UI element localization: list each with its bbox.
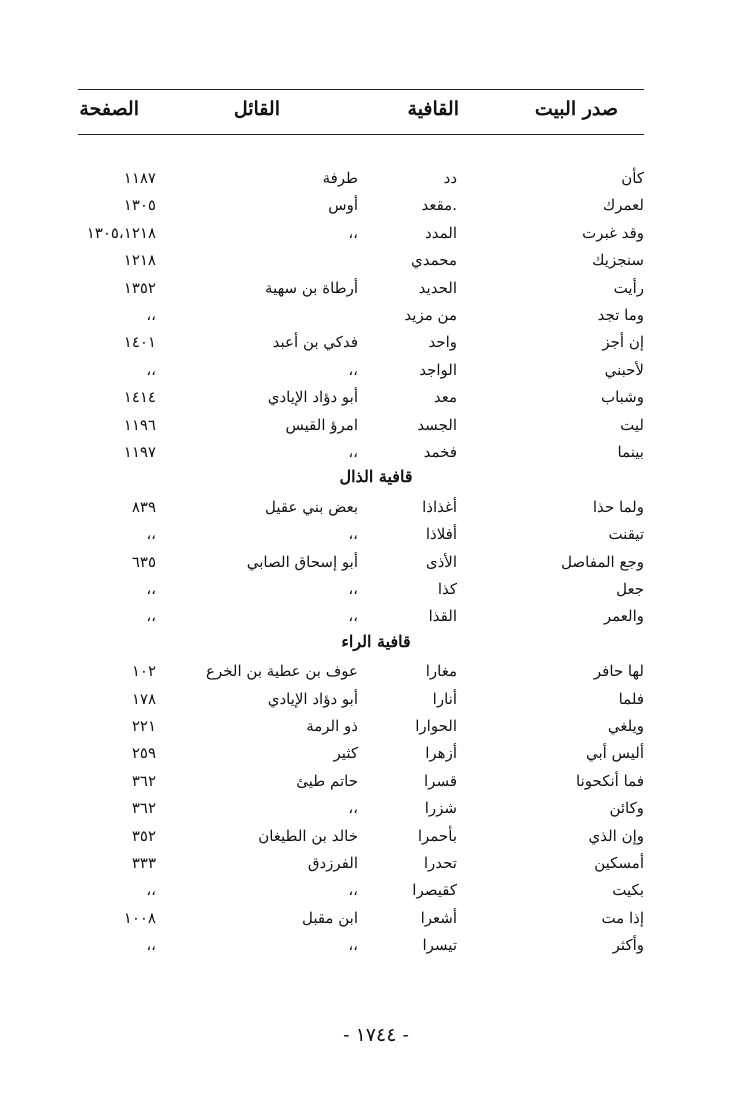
rhyme-word: تيسرا xyxy=(422,936,457,954)
poet-name: ،، xyxy=(348,525,358,543)
first-hemistich: وكائن xyxy=(609,799,644,817)
poet-name: امرؤ القيس xyxy=(285,416,358,434)
rhyme-word: مغارا xyxy=(425,662,457,680)
page-reference: ١٧٨ xyxy=(131,690,156,708)
page-number: - ١٧٤٤ - xyxy=(343,1024,409,1046)
page-reference: ١٣٠٥ xyxy=(123,196,156,214)
first-hemistich: تيقنت xyxy=(608,525,644,543)
first-hemistich: ويلغي xyxy=(607,717,644,735)
header-sadr: صدر البيت xyxy=(534,98,618,120)
page-reference: ،، xyxy=(146,580,156,598)
poet-name: ،، xyxy=(348,607,358,625)
top-rule xyxy=(78,89,644,90)
page-reference: ١٣٥٢ xyxy=(123,279,156,297)
rhyme-word: أزهرا xyxy=(425,744,457,762)
first-hemistich: وإن الذي xyxy=(588,827,644,845)
poet-name: أبو إسحاق الصابي xyxy=(246,553,358,571)
page-reference: ٨٣٩ xyxy=(131,498,156,516)
page-reference: ١٠٠٨ xyxy=(123,909,156,927)
rhyme-word: قسرا xyxy=(424,772,457,790)
page-reference: ١١٩٦ xyxy=(123,416,156,434)
page-reference: ،، xyxy=(146,525,156,543)
first-hemistich: رأيت xyxy=(613,279,644,297)
page-reference: ٣٦٢ xyxy=(131,772,156,790)
page-reference: ٢٥٩ xyxy=(131,744,156,762)
first-hemistich: لعمرك xyxy=(602,196,644,214)
rhyme-word: أشعرا xyxy=(420,909,457,927)
rhyme-word: المدد xyxy=(425,224,457,242)
poet-name: ،، xyxy=(348,936,358,954)
poet-name: ،، xyxy=(348,224,358,242)
poet-name: ،، xyxy=(348,881,358,899)
rhyme-word: تحدرا xyxy=(423,854,457,872)
poet-name: طرفة xyxy=(322,169,358,187)
poet-name: عوف بن عطية بن الخرع xyxy=(206,662,358,680)
rhyme-word: كذا xyxy=(437,580,457,598)
first-hemistich: لأحبني xyxy=(604,361,644,379)
poet-name: بعض بني عقيل xyxy=(265,498,358,516)
first-hemistich: أليس أبي xyxy=(585,744,644,762)
first-hemistich: فما أنكحونا xyxy=(576,772,644,790)
page-reference: ١١٨٧ xyxy=(123,169,156,187)
first-hemistich: جعل xyxy=(616,580,644,598)
poet-name: ،، xyxy=(348,799,358,817)
rhyme-word: أفلاذا xyxy=(425,525,457,543)
rhyme-word: معد xyxy=(433,388,457,406)
poet-name: ،، xyxy=(348,580,358,598)
rhyme-word: كقيصرا xyxy=(412,881,457,899)
header-qafiya: القافية xyxy=(407,98,459,120)
rhyme-word: بأحمرا xyxy=(417,827,457,845)
page-reference: ،، xyxy=(146,881,156,899)
poet-name: ابن مقبل xyxy=(301,909,358,927)
poet-name: أوس xyxy=(328,196,358,214)
page-reference: ١٠٢ xyxy=(131,662,156,680)
poet-name: فدكي بن أعبد xyxy=(272,333,358,351)
page-reference: ١٤٠١ xyxy=(123,333,156,351)
page-reference: ١١٩٧ xyxy=(123,443,156,461)
first-hemistich: وشباب xyxy=(600,388,644,406)
rhyme-word: أغذاذا xyxy=(422,498,457,516)
poet-name: كثير xyxy=(333,744,358,762)
page-reference: ١٢١٨ xyxy=(123,251,156,269)
first-hemistich: إن أجز xyxy=(602,333,644,351)
page-reference: ،، xyxy=(146,607,156,625)
rhyme-word: فخمد xyxy=(423,443,457,461)
rhyme-word: دد xyxy=(443,169,457,187)
poet-name: الفرزدق xyxy=(307,854,358,872)
rhyme-word: .مقعد xyxy=(421,196,457,214)
page-reference: ١٣٠٥،١٢١٨ xyxy=(86,224,156,242)
section-heading: قافية الذال xyxy=(339,467,413,486)
first-hemistich: ليت xyxy=(620,416,644,434)
first-hemistich: كأن xyxy=(621,169,644,187)
first-hemistich: والعمر xyxy=(603,607,644,625)
page-reference: ١٤١٤ xyxy=(123,388,156,406)
header-page: الصفحة xyxy=(79,98,139,120)
poet-name: أبو دؤاد الإيادي xyxy=(267,388,358,406)
page-reference: ،، xyxy=(146,306,156,324)
first-hemistich: وما تجد xyxy=(597,306,644,324)
first-hemistich: وقد غبرت xyxy=(582,224,644,242)
poet-name: خالد بن الطيغان xyxy=(258,827,358,845)
rhyme-word: شزرا xyxy=(424,799,457,817)
page-reference: ٢٢١ xyxy=(131,717,156,735)
poet-name: أبو دؤاد الإيادي xyxy=(267,690,358,708)
first-hemistich: وأكثر xyxy=(612,936,644,954)
rhyme-word: الواجد xyxy=(419,361,457,379)
rhyme-word: من مزيد xyxy=(404,306,457,324)
first-hemistich: أمسكين xyxy=(594,854,644,872)
rhyme-word: الحوارا xyxy=(415,717,457,735)
page-reference: ٣٣٣ xyxy=(131,854,156,872)
first-hemistich: وجع المفاصل xyxy=(561,553,644,571)
section-heading: قافية الراء xyxy=(341,632,411,651)
poet-name: ذو الرمة xyxy=(306,717,358,735)
first-hemistich: فلما xyxy=(618,690,644,708)
page-reference: ،، xyxy=(146,936,156,954)
first-hemistich: ولما حذا xyxy=(592,498,644,516)
poet-name: ،، xyxy=(348,361,358,379)
rhyme-word: الجسد xyxy=(417,416,457,434)
page-reference: ٣٥٢ xyxy=(131,827,156,845)
poet-name: ،، xyxy=(348,443,358,461)
first-hemistich: سنجزيك xyxy=(592,251,644,269)
rhyme-word: واحد xyxy=(428,333,457,351)
header-rule xyxy=(78,134,644,135)
rhyme-word: الأذى xyxy=(425,553,457,571)
first-hemistich: بكيت xyxy=(612,881,644,899)
rhyme-word: محمدي xyxy=(410,251,457,269)
rhyme-word: أنارا xyxy=(432,690,457,708)
page-reference: ٣٦٢ xyxy=(131,799,156,817)
first-hemistich: بينما xyxy=(617,443,644,461)
first-hemistich: لها حافر xyxy=(593,662,644,680)
rhyme-word: الحديد xyxy=(418,279,457,297)
page-reference: ،، xyxy=(146,361,156,379)
rhyme-word: القذا xyxy=(428,607,457,625)
poet-name: أرطاة بن سهية xyxy=(265,279,358,297)
header-qail: القائل xyxy=(233,98,280,120)
first-hemistich: إذا مت xyxy=(601,909,644,927)
page-reference: ٦٣٥ xyxy=(131,553,156,571)
poet-name: حاتم طيئ xyxy=(296,772,358,790)
